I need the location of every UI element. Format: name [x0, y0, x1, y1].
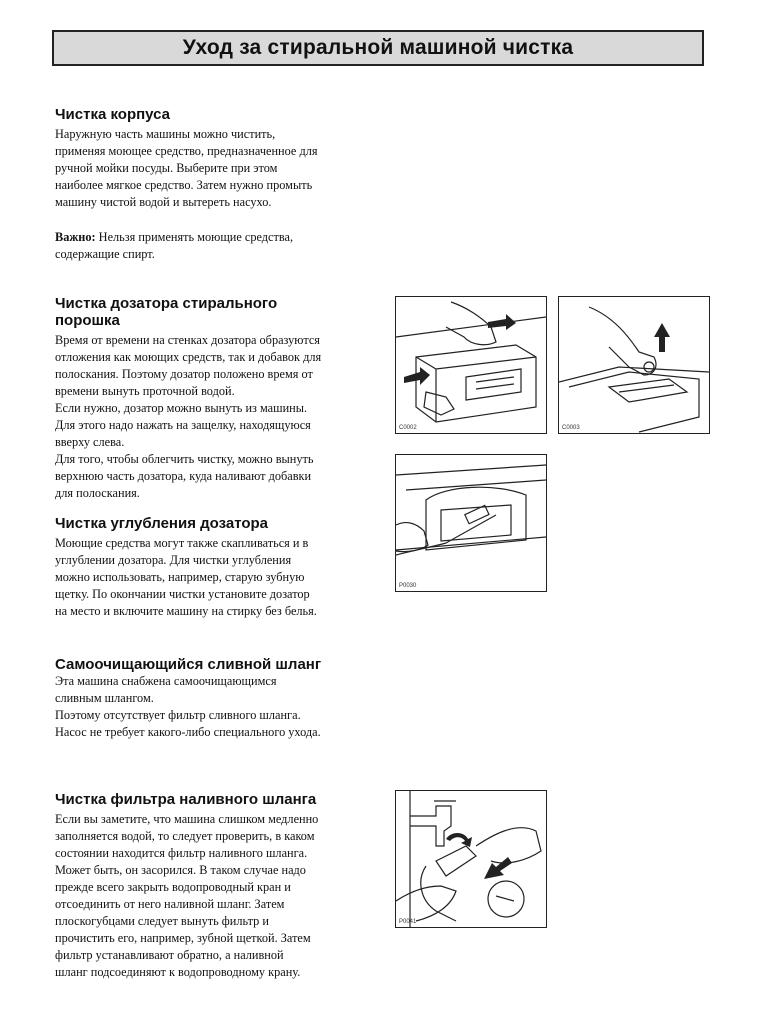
rotate-arrow-icon	[446, 833, 472, 847]
paragraph-line: Моющие средства могут также скапливаться и в	[55, 536, 309, 550]
paragraph-line: прочистить его, например, зубной щеткой. Затем	[55, 931, 311, 945]
paragraph-line: применяя моющее средство, предназначенное для	[55, 144, 318, 158]
paragraph-line: отложения как моющих средств, так и добавок для	[55, 350, 322, 364]
section-body-cleaning	[55, 106, 373, 263]
page-title: Уход за стиральной машиной чистка	[52, 30, 704, 66]
paragraph-line: Насос не требует какого-либо специального ухода.	[55, 725, 321, 739]
figure-code: P0041	[399, 919, 417, 925]
paragraph-line: верхнюю часть дозатора, куда наливают добавки	[55, 469, 312, 483]
figure-code: C0002	[399, 425, 417, 431]
paragraph-line: углублении дозатора. Для чистки углубления	[55, 553, 292, 567]
section-dispenser-cleaning	[55, 295, 373, 502]
paragraph-line: Для того, чтобы облегчить чистку, можно вынуть	[55, 452, 314, 466]
paragraph-line: Может быть, он засорился. В таком случае надо	[55, 863, 306, 877]
paragraph-line: отсоединить от него наливной шланг. Затем	[55, 897, 285, 911]
hand-lift-insert-illustration	[559, 297, 709, 433]
arrow-left-icon	[404, 367, 430, 385]
section-recess-cleaning	[55, 515, 373, 620]
paragraph-line: можно использовать, например, старую зубную	[55, 570, 305, 584]
note-line: содержащие спирт.	[55, 247, 155, 261]
hand-pull-drawer-illustration	[396, 297, 546, 433]
paragraph-line: для полоскания.	[55, 486, 140, 500]
paragraph-line: Эта машина снабжена самоочищающимся	[55, 674, 277, 688]
paragraph-line: Если нужно, дозатор можно вынуть из машины.	[55, 401, 308, 415]
paragraph-line: сливным шлангом.	[55, 691, 154, 705]
figure-code: C0003	[562, 425, 580, 431]
figure-dispenser-top	[558, 296, 710, 434]
paragraph-line: ручной мойки посуды. Выберите при этом	[55, 161, 278, 175]
figure-recess-brush	[395, 454, 547, 592]
section-heading: Чистка корпуса	[55, 106, 170, 123]
paragraph-line: наиболее мягкое средство. Затем нужно промыть	[55, 178, 313, 192]
paragraph-line: щетку. По окончании чистки установите дозатор	[55, 587, 310, 601]
paragraph-line: Для этого надо нажать на защелку, находящуюся	[55, 418, 311, 432]
paragraph-line: времени вынуть проточной водой.	[55, 384, 235, 398]
note-line: Важно: Нельзя применять моющие средства,	[55, 230, 294, 244]
figure-inlet-filter	[395, 790, 547, 928]
paragraph-line: плоскогубцами следует вынуть фильтр и	[55, 914, 269, 928]
paragraph-line: шланг подсоединяют к водопроводному крану.	[55, 965, 301, 979]
figure-code: P0030	[399, 583, 417, 589]
section-heading-line: порошка	[55, 312, 120, 329]
arrow-up-icon	[654, 323, 670, 352]
paragraph-line: полоскания. Поэтому дозатор положено время от	[55, 367, 313, 381]
section-heading: Чистка фильтра наливного шланга	[55, 791, 317, 808]
paragraph-line: заполняется водой, то следует проверить, в каком	[55, 829, 315, 843]
paragraph-line: на место и включите машину на стирку без белья.	[55, 604, 317, 618]
paragraph-line: Наружную часть машины можно чистить,	[55, 127, 276, 141]
section-heading-line: Чистка дозатора стирального	[55, 295, 278, 312]
section-drain-hose	[55, 656, 373, 741]
section-inlet-filter	[55, 791, 373, 981]
arrow-diagonal-icon	[484, 857, 512, 879]
paragraph-line: вверху слева.	[55, 435, 125, 449]
paragraph-line: фильтр устанавливают обратно, а наливной	[55, 948, 284, 962]
paragraph-line: Поэтому отсутствует фильтр сливного шланга.	[55, 708, 301, 722]
tap-hose-filter-illustration	[396, 791, 546, 927]
arrow-right-icon	[488, 314, 516, 330]
toothbrush-recess-illustration	[396, 455, 546, 591]
section-heading: Чистка углубления дозатора	[55, 515, 269, 532]
paragraph-line: Время от времени на стенках дозатора образуются	[55, 333, 320, 347]
figure-dispenser-remove	[395, 296, 547, 434]
note-label: Важно:	[55, 230, 96, 244]
paragraph-line: состоянии находится фильтр наливного шланга.	[55, 846, 308, 860]
section-heading: Самоочищающийся сливной шланг	[55, 656, 322, 673]
paragraph-line: прежде всего закрыть водопроводный кран и	[55, 880, 291, 894]
paragraph-line: машину чистой водой и вытереть насухо.	[55, 195, 272, 209]
paragraph-line: Если вы заметите, что машина слишком медленно	[55, 812, 319, 826]
